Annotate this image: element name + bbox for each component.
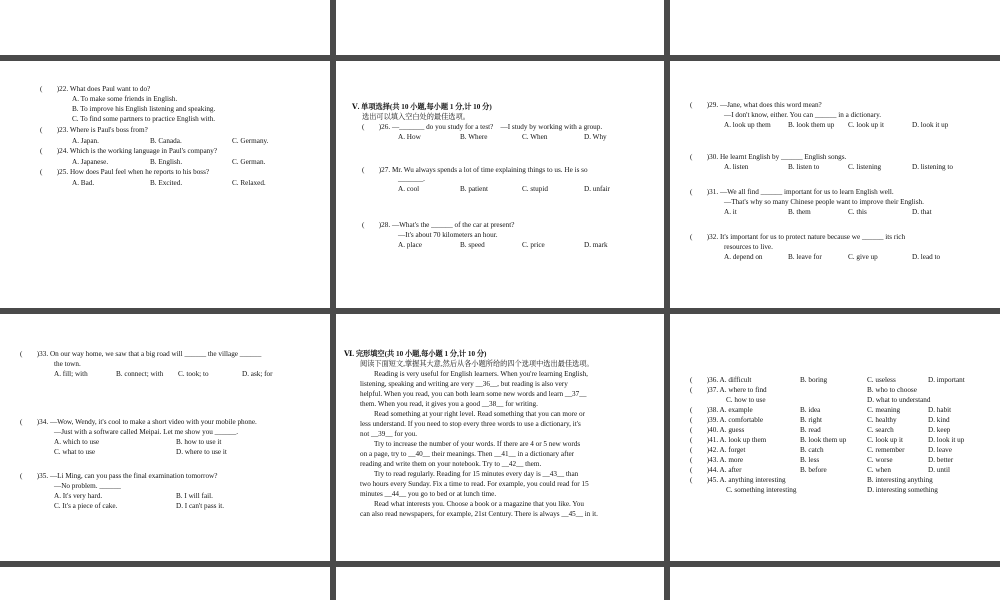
cloze-question-option: ( )37. A. where to find xyxy=(690,386,767,394)
option: B. them xyxy=(788,208,811,216)
cloze-question-option: ( )45. A. anything interesting xyxy=(690,476,786,484)
option: B. Excited. xyxy=(150,179,183,187)
option: D. where to use it xyxy=(176,448,227,456)
cloze-option: C. worse xyxy=(867,456,893,464)
page-tile-bottom-left xyxy=(0,567,330,600)
page-tile-top-left xyxy=(0,0,330,55)
cloze-option: D. leave xyxy=(928,446,952,454)
passage-line: less understand. If you need to stop every three words to use a dictionary, it's xyxy=(360,420,581,428)
cloze-option: B. right xyxy=(800,416,822,424)
option: B. I will fail. xyxy=(176,492,213,500)
cloze-option: B. less xyxy=(800,456,820,464)
cloze-option: D. until xyxy=(928,466,950,474)
cloze-question-option: ( )38. A. example xyxy=(690,406,753,414)
cloze-option: D. kind xyxy=(928,416,950,424)
question-27-blank: _______. xyxy=(398,175,425,183)
option: C. look up it xyxy=(848,121,884,129)
option: C. this xyxy=(848,208,867,216)
option: D. listening to xyxy=(912,163,953,171)
option: C. took; to xyxy=(178,370,209,378)
option: B. connect; with xyxy=(116,370,164,378)
question-26: ( )26. —_______ do you study for a test? —I study by working with a group. xyxy=(362,123,603,131)
question-28-line2: —It's about 70 kilometers an hour. xyxy=(398,231,498,239)
option: C. When xyxy=(522,133,548,141)
section-instruction: 阅读下面短文,掌握其大意,然后从各小题所给的四个选项中选出最佳选项。 xyxy=(360,360,594,368)
cloze-option: C. useless xyxy=(867,376,896,384)
cloze-option: D. what to understand xyxy=(867,396,931,404)
question-25: ( )25. How does Paul feel when he reports to his boss? xyxy=(40,168,210,176)
cloze-option: C. look up it xyxy=(867,436,903,444)
option: A. Japanese. xyxy=(72,158,109,166)
page-tile-bottom-right xyxy=(670,567,1000,600)
question-32: ( )32. It's important for us to protect nature because we ______ its rich xyxy=(690,233,906,241)
option: A. fill; with xyxy=(54,370,88,378)
question-35: ( )35. —Li Ming, can you pass the final examination tomorrow? xyxy=(20,472,218,480)
cloze-option: B. look them up xyxy=(800,436,847,444)
cloze-option: D. keep xyxy=(928,426,951,434)
cloze-option: B. boring xyxy=(800,376,828,384)
option: B. look them up xyxy=(788,121,835,129)
option: D. mark xyxy=(584,241,608,249)
cloze-option: C. meaning xyxy=(867,406,901,414)
cloze-option: C. remember xyxy=(867,446,905,454)
question-33: ( )33. On our way home, we saw that a big road will ______ the village ______ xyxy=(20,350,262,358)
option: C. listening xyxy=(848,163,882,171)
cloze-option: D. habit xyxy=(928,406,952,414)
option: B. Canada. xyxy=(150,137,182,145)
page-tile-q29-32 xyxy=(670,61,1000,308)
cloze-option: C. when xyxy=(867,466,891,474)
cloze-question-option: C. something interesting xyxy=(726,486,797,494)
passage-line: not __39__ for you. xyxy=(360,430,418,438)
cloze-option: B. idea xyxy=(800,406,821,414)
cloze-option: C. healthy xyxy=(867,416,897,424)
option: B. speed xyxy=(460,241,485,249)
cloze-question-option: ( )40. A. guess xyxy=(690,426,745,434)
option: C. German. xyxy=(232,158,266,166)
question-34-line2: —Just with a software called Meipai. Let me show you ______. xyxy=(54,428,239,436)
cloze-question-option: ( )36. A. difficult xyxy=(690,376,752,384)
option: C. It's a piece of cake. xyxy=(54,502,118,510)
cloze-option: B. interesting anything xyxy=(867,476,933,484)
option: A. Bad. xyxy=(72,179,95,187)
passage-line: on a page, try to __40__ their meanings. Then __41__ in a dictionary after xyxy=(360,450,575,458)
passage-line: them. When you read, it gives you a good __38__ for writing. xyxy=(360,400,538,408)
passage-line: listening, speaking and writing are very __36__, but reading is also very xyxy=(360,380,568,388)
option: A. depend on xyxy=(724,253,763,261)
option: B. patient xyxy=(460,185,488,193)
option: B. To improve his English listening and speaking. xyxy=(72,105,216,113)
cloze-option: D. interesting something xyxy=(867,486,938,494)
passage-line: Try to read regularly. Reading for 15 minutes every day is __43__ than xyxy=(374,470,579,478)
option: A. How xyxy=(398,133,421,141)
question-33-line2: the town. xyxy=(54,360,81,368)
option: A. To make some friends in English. xyxy=(72,95,178,103)
option: D. lead to xyxy=(912,253,941,261)
cloze-option: B. read xyxy=(800,426,821,434)
option: C. what to use xyxy=(54,448,96,456)
question-34: ( )34. —Wow, Wendy, it's cool to make a short video with your mobile phone. xyxy=(20,418,257,426)
question-31-line2: —That's why so many Chinese people want to improve their English. xyxy=(724,198,924,206)
page-tile-q33-35 xyxy=(0,314,330,561)
cloze-question-option: ( )42. A. forget xyxy=(690,446,746,454)
cloze-question-option: ( )43. A. more xyxy=(690,456,744,464)
question-30: ( )30. He learnt English by ______ English songs. xyxy=(690,153,847,161)
option: C. give up xyxy=(848,253,878,261)
passage-line: helpful. When you read, you can both learn some new words and learn __37__ xyxy=(360,390,587,398)
option: D. look it up xyxy=(912,121,949,129)
option: B. Where xyxy=(460,133,488,141)
cloze-question-option: C. how to use xyxy=(726,396,766,404)
question-28: ( )28. —What's the ______ of the car at present? xyxy=(362,221,515,229)
option: A. listen xyxy=(724,163,749,171)
section-heading: Ⅴ. 单项选择(共 10 小题,每小题 1 分,计 10 分) xyxy=(352,103,492,111)
passage-line: Try to increase the number of your words. If there are 4 or 5 new words xyxy=(374,440,581,448)
cloze-question-option: ( )39. A. comfortable xyxy=(690,416,764,424)
cloze-option: D. better xyxy=(928,456,954,464)
question-22: ( )22. What does Paul want to do? xyxy=(40,85,151,93)
page-tile-bottom-center xyxy=(336,567,664,600)
option: B. leave for xyxy=(788,253,822,261)
option: D. Why xyxy=(584,133,607,141)
option: B. English. xyxy=(150,158,183,166)
page-tile-q26-28 xyxy=(336,61,664,308)
option: C. Germany. xyxy=(232,137,269,145)
passage-line: Read something at your right level. Read something that you can more or xyxy=(374,410,585,418)
option: C. Relaxed. xyxy=(232,179,266,187)
option: C. To find some partners to practice English with. xyxy=(72,115,216,123)
question-23: ( )23. Where is Paul's boss from? xyxy=(40,126,148,134)
option: A. look up them xyxy=(724,121,771,129)
page-tile-q22-25 xyxy=(0,61,330,308)
option: D. ask; for xyxy=(242,370,273,378)
passage-line: reading and write them on your notebook. Try to __42__ them. xyxy=(360,460,542,468)
cloze-option: C. search xyxy=(867,426,894,434)
question-27: ( )27. Mr. Wu always spends a lot of time explaining things to us. He is so xyxy=(362,166,588,174)
option: A. It's very hard. xyxy=(54,492,103,500)
option: C. stupid xyxy=(522,185,548,193)
passage-line: Reading is very useful for English learners. When you're learning English, xyxy=(374,370,588,378)
question-29: ( )29. —Jane, what does this word mean? xyxy=(690,101,822,109)
option: A. cool xyxy=(398,185,420,193)
option: A. which to use xyxy=(54,438,100,446)
passage-line: two hours every Sunday. Fix a time to read. For example, you could read for 15 xyxy=(360,480,589,488)
option: D. that xyxy=(912,208,932,216)
option: C. price xyxy=(522,241,545,249)
cloze-option: D. important xyxy=(928,376,965,384)
option: B. listen to xyxy=(788,163,820,171)
question-32-line2: resources to live. xyxy=(724,243,773,251)
page-tile-cloze-options xyxy=(670,314,1000,561)
cloze-question-option: ( )44. A. after xyxy=(690,466,742,474)
question-24: ( )24. Which is the working language in Paul's company? xyxy=(40,147,218,155)
option: D. I can't pass it. xyxy=(176,502,225,510)
cloze-question-option: ( )41. A. look up them xyxy=(690,436,767,444)
question-31: ( )31. —We all find ______ important for us to learn English well. xyxy=(690,188,894,196)
cloze-option: D. look it up xyxy=(928,436,965,444)
question-29-line2: —I don't know, either. You can ______ in a dictionary. xyxy=(724,111,882,119)
cloze-option: B. who to choose xyxy=(867,386,917,394)
section-heading: Ⅵ. 完形填空(共 10 小题,每小题 1 分,计 10 分) xyxy=(344,350,487,358)
option: D. unfair xyxy=(584,185,610,193)
option: B. how to use it xyxy=(176,438,222,446)
section-instruction: 选出可以填入空白处的最佳选项。 xyxy=(362,113,470,121)
cloze-option: B. before xyxy=(800,466,827,474)
passage-line: Read what interests you. Choose a book or a magazine that you like. You xyxy=(374,500,584,508)
option: A. it xyxy=(724,208,737,216)
option: A. place xyxy=(398,241,422,249)
page-tile-top-right xyxy=(670,0,1000,55)
question-35-line2: —No problem. ______ xyxy=(54,482,121,490)
page-tile-top-center xyxy=(336,0,664,55)
option: A. Japan. xyxy=(72,137,99,145)
cloze-option: B. catch xyxy=(800,446,824,454)
page-tile-cloze-passage xyxy=(336,314,664,561)
passage-line: can also read newspapers, for example, 21st Century. There is always __45__ in it. xyxy=(360,510,598,518)
passage-line: minutes __44__ you go to bed or at lunch time. xyxy=(360,490,497,498)
